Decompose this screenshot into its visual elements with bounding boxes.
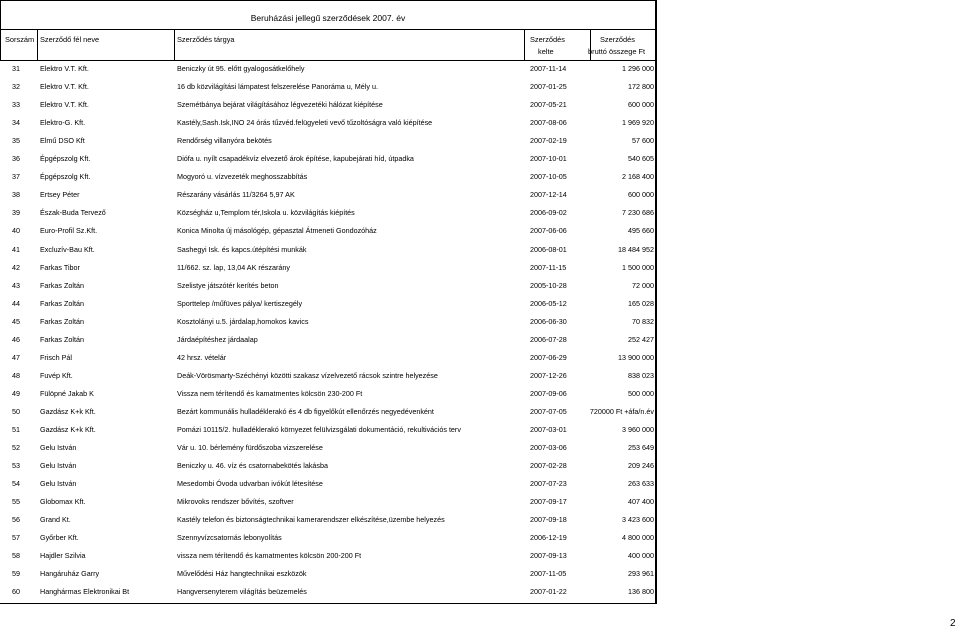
- grid-vline: [37, 29, 38, 60]
- table-row: [0, 98, 656, 116]
- table-row: [0, 477, 656, 495]
- row-subject: Községház u,Templom tér,Iskola u. közvilágítás kiépítés: [177, 208, 355, 218]
- row-amount: 407 400: [628, 497, 654, 507]
- row-partner: Elektro V.T. Kft.: [40, 64, 89, 73]
- row-subject: Járdaépítéshez járdaalap: [177, 334, 258, 344]
- header-date-line2: kelte: [538, 47, 554, 56]
- row-amount: 136 800: [628, 587, 654, 597]
- table-row: [0, 80, 656, 98]
- row-amount: 209 246: [628, 461, 654, 471]
- row-partner: Gazdász K+k Kft.: [40, 406, 96, 416]
- row-amount: 1 296 000: [622, 64, 654, 73]
- row-date: 2007-09-06: [530, 388, 567, 398]
- row-amount: 3 960 000: [622, 425, 654, 434]
- row-date: 2007-07-23: [530, 479, 567, 489]
- row-number: 46: [12, 334, 20, 344]
- grid-vline: [524, 29, 525, 60]
- row-amount: 4 800 000: [622, 533, 654, 543]
- row-number: 41: [12, 244, 20, 254]
- table-row: [0, 116, 656, 134]
- page-number: 2: [950, 618, 956, 629]
- row-subject: Szennyvízcsatornás lebonyolítás: [177, 533, 282, 543]
- row-date: 2005-10-28: [530, 280, 567, 290]
- row-subject: Mesedombi Óvoda udvarban ivókút létesítése: [177, 479, 323, 489]
- row-partner: Elmű DSO Kft: [40, 136, 85, 146]
- row-amount: 2 168 400: [622, 172, 654, 182]
- row-date: 2006-08-01: [530, 244, 567, 254]
- row-date: 2007-10-01: [530, 154, 567, 164]
- row-subject: Beniczky u. 46. víz és csatornabekötés lakásba: [177, 461, 329, 471]
- row-number: 53: [12, 461, 20, 471]
- row-subject: Bezárt kommunális hulladéklerakó és 4 db figyelőkút ellenőrzés negyedévenként: [177, 406, 434, 416]
- row-date: 2007-07-05: [530, 406, 567, 416]
- row-number: 47: [12, 352, 20, 362]
- row-subject: Sashegyi Isk. és kapcs.útépítési munkák: [177, 244, 307, 254]
- row-partner: Épgépszolg Kft.: [40, 172, 91, 182]
- table-row: [0, 152, 656, 170]
- row-number: 33: [12, 100, 20, 110]
- row-number: 57: [12, 533, 20, 543]
- row-partner: Gelu István: [40, 479, 77, 489]
- row-amount: 263 633: [628, 479, 654, 489]
- row-amount: 600 000: [628, 190, 654, 200]
- row-subject: Mikrovoks rendszer bővítés, szoftver: [177, 497, 294, 507]
- row-amount: 7 230 686: [622, 208, 654, 218]
- row-date: 2007-02-28: [530, 461, 567, 471]
- row-number: 59: [12, 569, 20, 579]
- header-amount-line1: Szerződés: [600, 35, 635, 44]
- row-date: 2007-11-05: [530, 569, 567, 579]
- row-subject: Diófa u. nyílt csapadékvíz elvezető árok építése, kapubejárati híd, útpadka: [177, 154, 414, 164]
- row-date: 2007-01-25: [530, 82, 567, 92]
- row-number: 37: [12, 172, 20, 182]
- table-row: [0, 459, 656, 477]
- row-subject: Vissza nem térítendő és kamatmentes kölcsön 230-200 Ft: [177, 388, 363, 398]
- row-amount: 13 900 000: [618, 352, 654, 362]
- row-date: 2007-11-14: [530, 64, 567, 73]
- row-number: 50: [12, 406, 20, 416]
- row-number: 43: [12, 280, 20, 290]
- row-date: 2007-05-21: [530, 100, 567, 110]
- row-number: 35: [12, 136, 20, 146]
- row-subject: Hangversenyterem világítás beüzemelés: [177, 587, 307, 597]
- row-date: 2007-09-17: [530, 497, 567, 507]
- row-partner: Gelu István: [40, 461, 77, 471]
- row-date: 2007-06-06: [530, 226, 567, 236]
- row-subject: Beniczky út 95. előtt gyalogosátkelőhely: [177, 64, 305, 73]
- grid-vline: [0, 0, 1, 29]
- row-partner: Farkas Zoltán: [40, 298, 84, 308]
- grid-hline: [0, 60, 656, 61]
- header-sorszam: Sorszám: [5, 35, 35, 44]
- row-amount: 72 000: [632, 280, 654, 290]
- row-date: 2007-12-14: [530, 190, 567, 200]
- row-partner: Fuvép Kft.: [40, 370, 73, 380]
- row-partner: Excluzív-Bau Kft.: [40, 244, 95, 254]
- row-number: 40: [12, 226, 20, 236]
- row-subject: 16 db közvilágítási lámpatest felszerelése Panoráma u, Mély u.: [177, 82, 378, 92]
- row-partner: Globomax Kft.: [40, 497, 86, 507]
- row-partner: Elektro V.T. Kft.: [40, 100, 89, 110]
- row-date: 2007-09-18: [530, 515, 567, 525]
- table-row: [0, 261, 656, 279]
- table-row: [0, 224, 656, 242]
- table-row: [0, 243, 656, 261]
- row-partner: Farkas Tibor: [40, 262, 80, 272]
- table-row: [0, 297, 656, 315]
- row-partner: Farkas Zoltán: [40, 334, 84, 344]
- row-amount: 720000 Ft +áfa/n.év: [589, 406, 654, 416]
- row-partner: Épgépszolg Kft.: [40, 154, 91, 164]
- row-number: 36: [12, 154, 20, 164]
- table-row: [0, 441, 656, 459]
- row-number: 48: [12, 370, 20, 380]
- row-subject: Szelistye játszótér kerítés beton: [177, 280, 279, 290]
- table-row: [0, 567, 656, 585]
- row-amount: 600 000: [628, 100, 654, 110]
- table-row: [0, 531, 656, 549]
- row-partner: Hangáruház Garry: [40, 569, 100, 579]
- grid-hline: [0, 0, 656, 1]
- row-date: 2006-09-02: [530, 208, 567, 218]
- row-amount: 252 427: [628, 334, 654, 344]
- row-amount: 1 969 920: [622, 118, 654, 128]
- row-subject: Mogyoró u. vízvezeték meghosszabbítás: [177, 172, 308, 182]
- row-date: 2006-06-30: [530, 316, 567, 326]
- table-row: [0, 351, 656, 369]
- row-amount: 495 660: [628, 226, 654, 236]
- row-date: 2006-05-12: [530, 298, 567, 308]
- row-subject: Szemétbánya bejárat világításához légvezetéki hálózat kiépítése: [177, 100, 383, 110]
- row-amount: 18 484 952: [618, 244, 654, 254]
- row-amount: 70 832: [632, 316, 654, 326]
- table-row: [0, 387, 656, 405]
- row-subject: Részarány vásárlás 11/3264 5,97 AK: [177, 190, 295, 200]
- row-number: 44: [12, 298, 20, 308]
- row-number: 38: [12, 190, 20, 200]
- row-partner: Elektro V.T. Kft.: [40, 82, 89, 92]
- row-date: 2007-02-19: [530, 136, 567, 146]
- row-number: 54: [12, 479, 20, 489]
- table-row: [0, 405, 656, 423]
- row-subject: Vár u. 10. bérlemény fürdőszoba vizszerelése: [177, 443, 323, 453]
- row-partner: Farkas Zoltán: [40, 280, 84, 290]
- row-number: 34: [12, 118, 20, 128]
- row-partner: Gazdász K+k Kft.: [40, 425, 96, 434]
- row-partner: Gelu István: [40, 443, 77, 453]
- row-subject: 11/662. sz. lap, 13,04 AK részarány: [177, 262, 290, 272]
- row-subject: Pomázi 10115/2. hulladéklerakó környezet felülvizsgálati dokumentáció, rekultivációs terv: [177, 425, 461, 434]
- row-number: 31: [12, 64, 20, 73]
- table-row: [0, 134, 656, 152]
- row-amount: 57 600: [632, 136, 654, 146]
- row-amount: 253 649: [628, 443, 654, 453]
- row-date: 2007-03-06: [530, 443, 567, 453]
- row-date: 2007-11-15: [530, 262, 567, 272]
- header-date-line1: Szerződés: [530, 35, 565, 44]
- row-partner: Hajdler Szilvia: [40, 551, 86, 561]
- row-number: 52: [12, 443, 20, 453]
- table-row: [0, 423, 656, 441]
- row-date: 2007-08-06: [530, 118, 567, 128]
- row-amount: 172 800: [628, 82, 654, 92]
- row-number: 42: [12, 262, 20, 272]
- row-subject: vissza nem térítendő és kamatmentes kölcsön 200-200 Ft: [177, 551, 362, 561]
- row-date: 2007-01-22: [530, 587, 567, 597]
- row-partner: Ertsey Péter: [40, 190, 80, 200]
- row-subject: 42 hrsz. vételár: [177, 352, 227, 362]
- row-partner: Farkas Zoltán: [40, 316, 84, 326]
- row-amount: 3 423 600: [622, 515, 654, 525]
- row-amount: 400 000: [628, 551, 654, 561]
- row-partner: Észak-Buda Tervező: [40, 208, 106, 218]
- row-date: 2007-06-29: [530, 352, 567, 362]
- grid-hline: [0, 29, 656, 30]
- header-subject: Szerződés tárgya: [177, 35, 235, 44]
- row-number: 58: [12, 551, 20, 561]
- row-number: 45: [12, 316, 20, 326]
- table-row: [0, 188, 656, 206]
- row-date: 2006-07-28: [530, 334, 567, 344]
- row-subject: Kastély telefon és biztonságtechnikai kamerarendszer elkészítése,üzembe helyezés: [177, 515, 445, 525]
- row-subject: Sporttelep /műfüves pálya/ kertiszegély: [177, 298, 303, 308]
- table-row: [0, 206, 656, 224]
- table-row: [0, 513, 656, 531]
- row-partner: Elektro-G. Kft.: [40, 118, 86, 128]
- row-amount: 500 000: [628, 388, 654, 398]
- row-number: 51: [12, 425, 20, 434]
- grid-vline: [656, 0, 657, 604]
- row-amount: 838 023: [628, 370, 654, 380]
- table-row: [0, 279, 656, 297]
- row-partner: Grand Kt.: [40, 515, 71, 525]
- row-subject: Rendőrség villanyóra bekötés: [177, 136, 272, 146]
- row-date: 2007-10-05: [530, 172, 567, 182]
- row-partner: Frisch Pál: [40, 352, 72, 362]
- row-partner: Győrber Kft.: [40, 533, 79, 543]
- row-subject: Deák-Vörösmarty-Széchényi közötti szakasz vízelvezető rácsok szintre helyezése: [177, 370, 438, 380]
- table-row: [0, 62, 656, 80]
- row-number: 49: [12, 388, 20, 398]
- row-amount: 293 961: [628, 569, 654, 579]
- row-partner: Hanghármas Elektronikai Bt: [40, 587, 130, 597]
- row-number: 39: [12, 208, 20, 218]
- row-subject: Kastély,Sash.Isk,INO 24 órás tűzvéd.felügyeleti vevő tűzoltóságra való kiépítése: [177, 118, 433, 128]
- row-date: 2007-09-13: [530, 551, 567, 561]
- row-partner: Euro-Profil Sz.Kft.: [40, 226, 98, 236]
- row-subject: Konica Minolta új másológép, gépasztal Átmeneti Gondozóház: [177, 226, 377, 236]
- table-row: [0, 495, 656, 513]
- row-number: 56: [12, 515, 20, 525]
- row-number: 55: [12, 497, 20, 507]
- row-date: 2006-12-19: [530, 533, 567, 543]
- row-subject: Művelődési Ház hangtechnikai eszközök: [177, 569, 307, 579]
- header-amount-line2: bruttó összege Ft: [588, 47, 646, 56]
- page-title: Beruházási jellegű szerződések 2007. év: [250, 13, 406, 23]
- row-date: 2007-12-26: [530, 370, 567, 380]
- row-amount: 165 028: [628, 298, 654, 308]
- table-row: [0, 170, 656, 188]
- table-row: [0, 333, 656, 351]
- row-number: 60: [12, 587, 20, 597]
- table-row: [0, 549, 656, 567]
- row-partner: Fülöpné Jakab K: [40, 388, 94, 398]
- row-amount: 540 605: [628, 154, 654, 164]
- table-row: [0, 369, 656, 387]
- grid-vline: [0, 29, 1, 60]
- header-partner: Szerződő fél neve: [40, 35, 100, 44]
- table-row: [0, 315, 656, 333]
- row-subject: Kosztolányi u.5. járdalap,homokos kavics: [177, 316, 309, 326]
- row-amount: 1 500 000: [622, 262, 654, 272]
- table-row: [0, 585, 656, 603]
- row-number: 32: [12, 82, 20, 92]
- grid-vline: [174, 29, 175, 60]
- row-date: 2007-03-01: [530, 425, 567, 434]
